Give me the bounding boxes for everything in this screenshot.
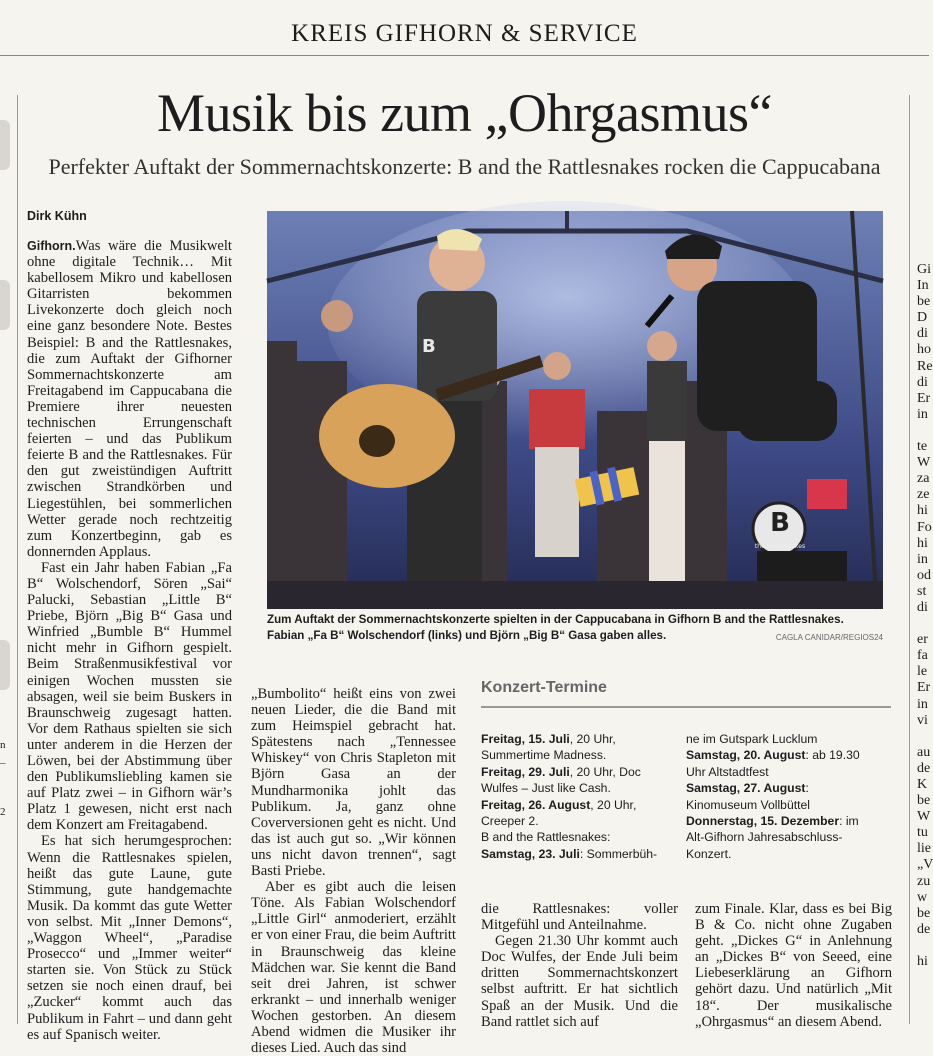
concert-list-left — [481, 731, 671, 862]
edge-fragment: in — [917, 551, 928, 567]
article-column-4 — [695, 901, 892, 1030]
photo-credit: CAGLA CANIDAR/REGIOS24 — [775, 633, 883, 642]
edge-fragment: de — [917, 760, 931, 776]
edge-fragment: W — [917, 455, 931, 471]
adjacent-article-tab — [0, 120, 10, 170]
concert-entry: Freitag, 29. Juli, 20 Uhr, Doc Wulfes – Just like Cash. — [481, 764, 641, 796]
edge-fragment: tu — [917, 825, 928, 841]
left-column-rule — [17, 95, 18, 1024]
edge-fragment: di — [917, 374, 928, 390]
concert-entry: Donnerstag, 15. Dezember: im Alt-Gifhorn Jahresabschluss-Konzert. — [686, 814, 859, 861]
concert-entry: Samstag, 27. August: Kinomuseum Vollbüttel — [686, 781, 810, 812]
concert-entry: Samstag, 20. August: ab 19.30 Uhr Altstadtfest — [686, 748, 860, 779]
paragraph: Gegen 21.30 Uhr kommt auch Doc Wulfes, der Ende Juli beim dritten Sommernachtskonzert selbst auftritt. Er hat sichtlich Spaß an der Musik. Und die Band rattlet sich auf — [481, 933, 678, 1030]
author-byline: Dirk Kühn — [27, 209, 87, 223]
edge-fragment: in — [917, 696, 928, 712]
paragraph: Es hat sich herumgesprochen: Wenn die Rattlesnakes spielen, heißt das gute Laune, gute Stimmung, gute handgemachte Musik. Da kommt das gute Wetter von selbst. Mit „Inner Demons“, „Waggon Wheel“, „Paradise Prosecco“ und „Immer weiter“ starten sie. Von Stück zu Stück setzen sie noch einen drauf, bei „Zucker“ kommt auch das Publikum in Fahrt – und dann geht es auf Spanisch weiter. — [27, 833, 232, 1043]
header-divider — [0, 55, 929, 56]
edge-fragment: Re — [917, 358, 933, 374]
caption-text: Zum Auftakt der Sommernachtskonzerte spielten in der Cappucabana in Gifhorn B and the Rattlesnakes. Fabian „Fa B“ Wolschendorf (links) und Björn „Big B“ Gasa gaben alles. — [267, 613, 844, 642]
edge-fragment: n — [0, 739, 6, 751]
photo-caption — [267, 612, 883, 646]
article-column-3 — [481, 901, 678, 1030]
edge-fragment: zu — [917, 873, 931, 889]
edge-fragment: za — [917, 471, 930, 487]
edge-fragment: vi — [917, 712, 928, 728]
concert-photo — [267, 211, 883, 609]
section-header: KREIS GIFHORN & SERVICE — [291, 20, 638, 47]
edge-fragment: be — [917, 793, 931, 809]
edge-fragment: hi — [917, 535, 928, 551]
concert-entry: Freitag, 15. Juli, 20 Uhr, Summertime Madness. — [481, 732, 616, 763]
concert-entry: Samstag, 23. Juli: Sommerbüh- — [481, 846, 658, 861]
edge-fragment: Fo — [917, 519, 932, 535]
adjacent-article-tab — [0, 280, 10, 330]
edge-fragment: in — [917, 406, 928, 422]
edge-fragment: K — [917, 777, 928, 792]
edge-fragment — [917, 616, 929, 632]
edge-fragment: le — [917, 664, 928, 680]
paragraph: die Rattlesnakes: voller Mitgefühl und Anteilnahme. — [481, 901, 678, 934]
paragraph: „Bumbolito“ heißt eins von zwei neuen Lieder, die die Band mit zum Heimspiel gebracht hat. Spätestens nach „Tennessee Whiskey“ von Chris Stapleton mit Björn Gasa an der Mundharmonika johlt das Publikum. Ja, ganz ohne Coverversionen geht es nicht. Und das ist auch gut so. „Wir können uns nicht davon trennen“, sagt Basti Priebe. — [251, 686, 456, 880]
edge-fragment: – — [0, 757, 6, 769]
edge-fragment: w — [917, 889, 928, 905]
edge-fragment: di — [917, 599, 928, 615]
edge-fragment: be — [917, 905, 931, 921]
edge-fragment: lie — [917, 841, 931, 857]
article-column-2 — [251, 686, 456, 1056]
edge-fragment: D — [917, 310, 928, 326]
edge-fragment: er — [917, 632, 928, 648]
dateline: Gifhorn. — [27, 239, 76, 253]
shirt-print: B — [422, 336, 436, 357]
edge-fragment: au — [917, 744, 931, 760]
paragraph: Fast ein Jahr haben Fabian „Fa B“ Wolschendorf, Sören „Sai“ Palucki, Sebastian „Little B“ Priebe, Björn „Big B“ Gasa und Winfried „Bumble B“ Hummel nicht mehr in Gifhorn gespielt. Beim Straßenmusikfestival vor einigen Wochen mussten sie absagen, weil sie beim Buskers in Braunschweig zugesagt hatten. Vor dem Rathaus spielten sie sich unter anderem in die Herzen der Löwen, bei der Abstimmung über den Publikumsliebling kamen sie auf Platz zwei – in Gifhorn wär’s Platz 1 gewesen, nicht erst nach dem Konzert am Freitagabend. — [27, 559, 232, 834]
edge-fragment: 2 — [0, 806, 6, 818]
concert-list-right — [686, 731, 876, 862]
band-logo: B — [770, 508, 790, 538]
edge-fragment: di — [917, 326, 928, 342]
edge-fragment: In — [917, 278, 929, 294]
edge-fragment: ho — [917, 342, 931, 358]
concert-entry: B and the Rattlesnakes: — [481, 830, 611, 845]
band-logo-text: the Rattlesnakes — [754, 543, 806, 550]
edge-fragment: de — [917, 921, 931, 937]
paragraph: Aber es gibt auch die leisen Töne. Als Fabian Wolschendorf „Little Girl“ anmoderiert, erzählt er von einer Frau, die beim Auftritt in Braunschweig das kleine Mädchen war. Sie kennt die Band seit drei Jahren, ist schwer erkrankt – und innerhalb weniger Wochen gestorben. An diesem Abend widmen die Musiker ihr dieses Lied. Auch das sind — [251, 879, 456, 1056]
edge-fragment: hi — [917, 954, 928, 970]
edge-fragment: od — [917, 567, 931, 583]
concert-entry: Freitag, 26. August, 20 Uhr, Creeper 2. — [481, 797, 637, 829]
article-column-1 — [27, 238, 232, 1043]
edge-fragment: ze — [917, 487, 930, 503]
adjacent-article-tab — [0, 640, 10, 690]
edge-fragment — [917, 423, 929, 439]
edge-fragment: Gi — [917, 262, 931, 277]
edge-fragment: Er — [917, 680, 931, 696]
edge-fragment: Er — [917, 390, 931, 406]
headline: Musik bis zum „Ohrgasmus“ — [157, 83, 772, 143]
right-column-rule — [909, 95, 910, 1024]
edge-fragment: „V — [917, 857, 933, 873]
edge-fragment — [917, 938, 929, 954]
subheadline: Perfekter Auftakt der Sommernachtskonzerte: B and the Rattlesnakes rocken die Cappucabana — [48, 154, 881, 179]
edge-fragment: fa — [917, 648, 928, 664]
concert-box-rule — [481, 706, 891, 708]
edge-fragment: te — [917, 439, 928, 455]
edge-fragment — [917, 729, 929, 745]
paragraph: zum Finale. Klar, dass es bei Big B & Co. nicht ohne Zugaben geht. „Dickes G“ in Anlehnung an „Dickes B“ von Seeed, eine Liebeserklärung an Gifhorn gehört dazu. Und natürlich „Mit 18“. Der musikalische „Ohrgasmus“ an diesem Abend. — [695, 901, 892, 1030]
edge-fragment: be — [917, 294, 931, 310]
adjacent-article-edge — [917, 262, 933, 970]
concert-entry: ne im Gutspark Lucklum — [686, 732, 818, 746]
edge-fragment: st — [917, 583, 927, 599]
edge-fragment: hi — [917, 503, 928, 519]
paragraph: Was wäre die Musikwelt ohne digitale Technik… Mit kabellosem Mikro und kabellosen Gitarristen bekommen Livekonzerte doch gleich noch eine ganz besondere Note. Bestes Beispiel: B and the Rattlesnakes, die zum Auftakt der Gifhorner Sommernachtskonzerte am Freitagabend im Cappucabana die Premiere ihrer neuesten technischen Errungenschaft feierten – und das Publikum feierte B and the Rattlesnakes. Für den gut zweistündigen Auftritt zwischen Strandkörben und Liegestühlen, bei sommerlichen Wetter gerade noch rechtzeitig zum Konzertbeginn, gab es donnernden Applaus. — [27, 238, 232, 560]
concert-box-title: Konzert-Termine — [481, 679, 607, 696]
edge-fragment: W — [917, 809, 931, 825]
